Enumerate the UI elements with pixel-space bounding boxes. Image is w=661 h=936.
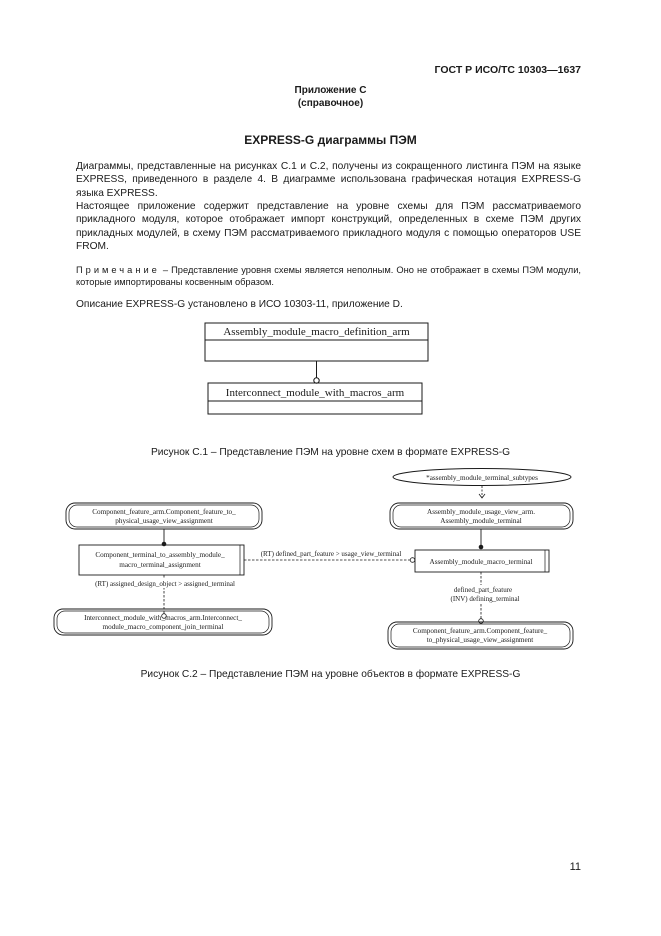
fig2-box-cfa2-line2: to_physical_usage_view_assignment	[426, 636, 534, 644]
fig2-box-cfa-line2: physical_usage_view_assignment	[115, 517, 213, 525]
standard-code: ГОСТ Р ИСО/ТС 10303—1637	[434, 64, 581, 76]
paragraph-2	[76, 200, 581, 254]
fig2-box-cfa2-line1: Component_feature_arm.Component_feature_	[412, 627, 548, 635]
fig2-rel-inv-label1: defined_part_feature	[453, 586, 513, 594]
figure-1-diagram	[0, 318, 661, 418]
fig2-box-amuv-line2: Assembly_module_terminal	[440, 517, 522, 525]
annex-subtitle: (справочное)	[297, 98, 364, 109]
paragraph-1-text: Диаграммы, представленные на рисунках С.1 и С.2, получены из сокращенного листинга ПЭМ на языке EXPRESS, приведенного в разделе 4. В диаграмме использована графическая нотация EXPRESS-G языка EXPRESS.	[76, 161, 581, 199]
figure-2-caption: Рисунок С.2 – Представление ПЭМ на уровне объектов в формате EXPRESS-G	[140, 669, 521, 680]
annex-title: Приложение С	[294, 85, 367, 96]
fig2-box-amt-label: Assembly_module_macro_terminal	[429, 558, 533, 566]
note-label: Примечание	[76, 265, 160, 275]
fig2-box-imm-line2: module_macro_component_join_terminal	[102, 623, 224, 631]
fig2-box-amuv-line1: Assembly_module_usage_view_arm.	[427, 508, 535, 516]
fig2-box-cfa-line1: Component_feature_arm.Component_feature_to_	[92, 508, 236, 516]
fig2-box-amuv-outer	[390, 503, 573, 529]
fig1-box-bottom-label: Interconnect_module_with_macros_arm	[225, 387, 405, 399]
note-text: Представление уровня схемы является неполным. Оно не отображает в схемы ПЭМ модули, которые импортированы косвенным образом.	[76, 265, 581, 287]
note-dash: –	[159, 265, 172, 275]
fig1-box-top-label: Assembly_module_macro_definition_arm	[223, 326, 410, 338]
fig2-box-ctam-line1: Component_terminal_to_assembly_module_	[95, 551, 225, 559]
annex-heading	[0, 84, 661, 110]
fig2-box-ctam-line2: macro_terminal_assignment	[119, 561, 201, 569]
section-title: EXPRESS-G диаграммы ПЭМ	[244, 133, 417, 147]
fig2-rel-assigned-label: (RT) assigned_design_object > assigned_terminal	[95, 580, 235, 588]
fig2-rel-inv-label2: (INV) defining_terminal	[450, 595, 520, 603]
fig2-rel-defined-part-label: (RT) defined_part_feature > usage_view_terminal	[260, 550, 402, 558]
figure-1-caption: Рисунок С.1 – Представление ПЭМ на уровне схем в формате EXPRESS-G	[150, 447, 511, 458]
figure-2-diagram	[0, 460, 661, 656]
fig2-box-imm-outer	[54, 609, 272, 635]
fig1-link-circle	[314, 378, 319, 383]
fig2-subtype-label: *assembly_module_terminal_subtypes	[426, 474, 538, 482]
fig2-box-imm-line1: Interconnect_module_with_macros_arm.Interconnect_	[84, 614, 242, 622]
fig2-box-ctam	[79, 545, 244, 575]
paragraph-1	[76, 160, 581, 200]
fig2-box-cfa-outer	[66, 503, 262, 529]
page-number: 11	[569, 861, 581, 873]
description-text: Описание EXPRESS-G установлено в ИСО 10303-11, приложение D.	[76, 299, 403, 310]
paragraph-2-text: Настоящее приложение содержит представление на уровне схемы для ПЭМ рассматриваемого прикладного модуля, которое отображает импорт конструкций, определенных в схеме ПЭМ других прикладных модулей, в схему ПЭМ рассматриваемого прикладного модуля с помощью операторов USE FROM.	[76, 201, 581, 253]
note	[76, 264, 581, 288]
